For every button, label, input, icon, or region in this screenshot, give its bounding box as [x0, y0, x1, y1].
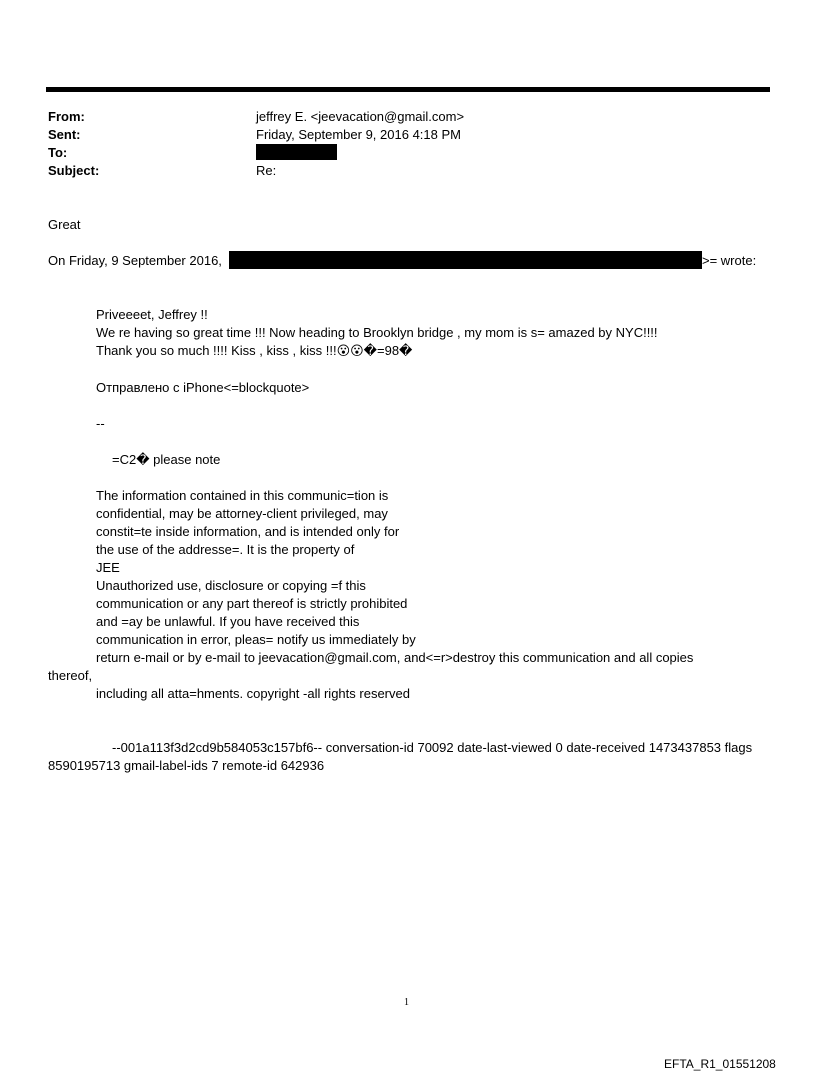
- sender-redaction: [229, 251, 702, 269]
- disclaimer-line: confidential, may be attorney-client privileged, may: [96, 506, 388, 521]
- sent-value: Friday, September 9, 2016 4:18 PM: [256, 127, 461, 142]
- subject-value: Re:: [256, 163, 277, 178]
- disclaimer-line: Unauthorized use, disclosure or copying =f this: [96, 578, 366, 593]
- disclaimer-line: communication in error, pleas= notify us immediately by: [96, 632, 416, 647]
- to-redaction: [256, 144, 337, 160]
- please-note: =C2� please note: [112, 452, 221, 467]
- disclaimer-wrap: thereof,: [48, 668, 93, 683]
- disclaimer-line: communication or any part thereof is strictly prohibited: [96, 596, 408, 611]
- disclaimer-line: The information contained in this communic=tion is: [96, 488, 389, 503]
- disclaimer-line: the use of the addresse=. It is the property of: [96, 542, 355, 557]
- disclaimer-line: and =ay be unlawful. If you have received this: [96, 614, 360, 629]
- to-label: To:: [48, 145, 68, 160]
- quote-intro: On Friday, 9 September 2016,: [48, 253, 222, 268]
- disclaimer-line: return e-mail or by e-mail to jeevacation@gmail.com, and<=r>destroy this communication and all copies: [96, 650, 694, 665]
- message-line-1: We re having so great time !!! Now heading to Brooklyn bridge , my mom is s= amazed by NYC!!!!: [96, 325, 658, 340]
- message-line-2: Thank you so much !!!! Kiss , kiss , kiss !!!😮😮�=98�: [96, 343, 413, 358]
- from-value: jeffrey E. <jeevacation@gmail.com>: [256, 109, 465, 124]
- disclaimer-line: JEE: [96, 560, 120, 575]
- page-number: 1: [404, 997, 409, 1008]
- header-rule: [46, 87, 770, 92]
- greeting: Priveeeet, Jeffrey !!: [96, 307, 208, 322]
- sent-label: Sent:: [48, 127, 81, 142]
- reply-text: Great: [48, 217, 81, 232]
- disclaimer-line: constit=te inside information, and is intended only for: [96, 524, 400, 539]
- disclaimer-last: including all atta=hments. copyright -all rights reserved: [96, 686, 410, 701]
- document-id: EFTA_R1_01551208: [664, 1057, 776, 1071]
- signature-dashes: --: [96, 416, 105, 431]
- sent-from-iphone: Отправлено с iPhone<=blockquote>: [96, 380, 310, 395]
- quote-intro-end: >= wrote:: [702, 253, 757, 268]
- metadata-line-1: --001a113f3d2cd9b584053c157bf6-- conversation-id 70092 date-last-viewed 0 date-received 1473437853 flags: [112, 740, 753, 755]
- metadata-line-2: 8590195713 gmail-label-ids 7 remote-id 642936: [48, 758, 325, 773]
- from-label: From:: [48, 109, 85, 124]
- subject-label: Subject:: [48, 163, 100, 178]
